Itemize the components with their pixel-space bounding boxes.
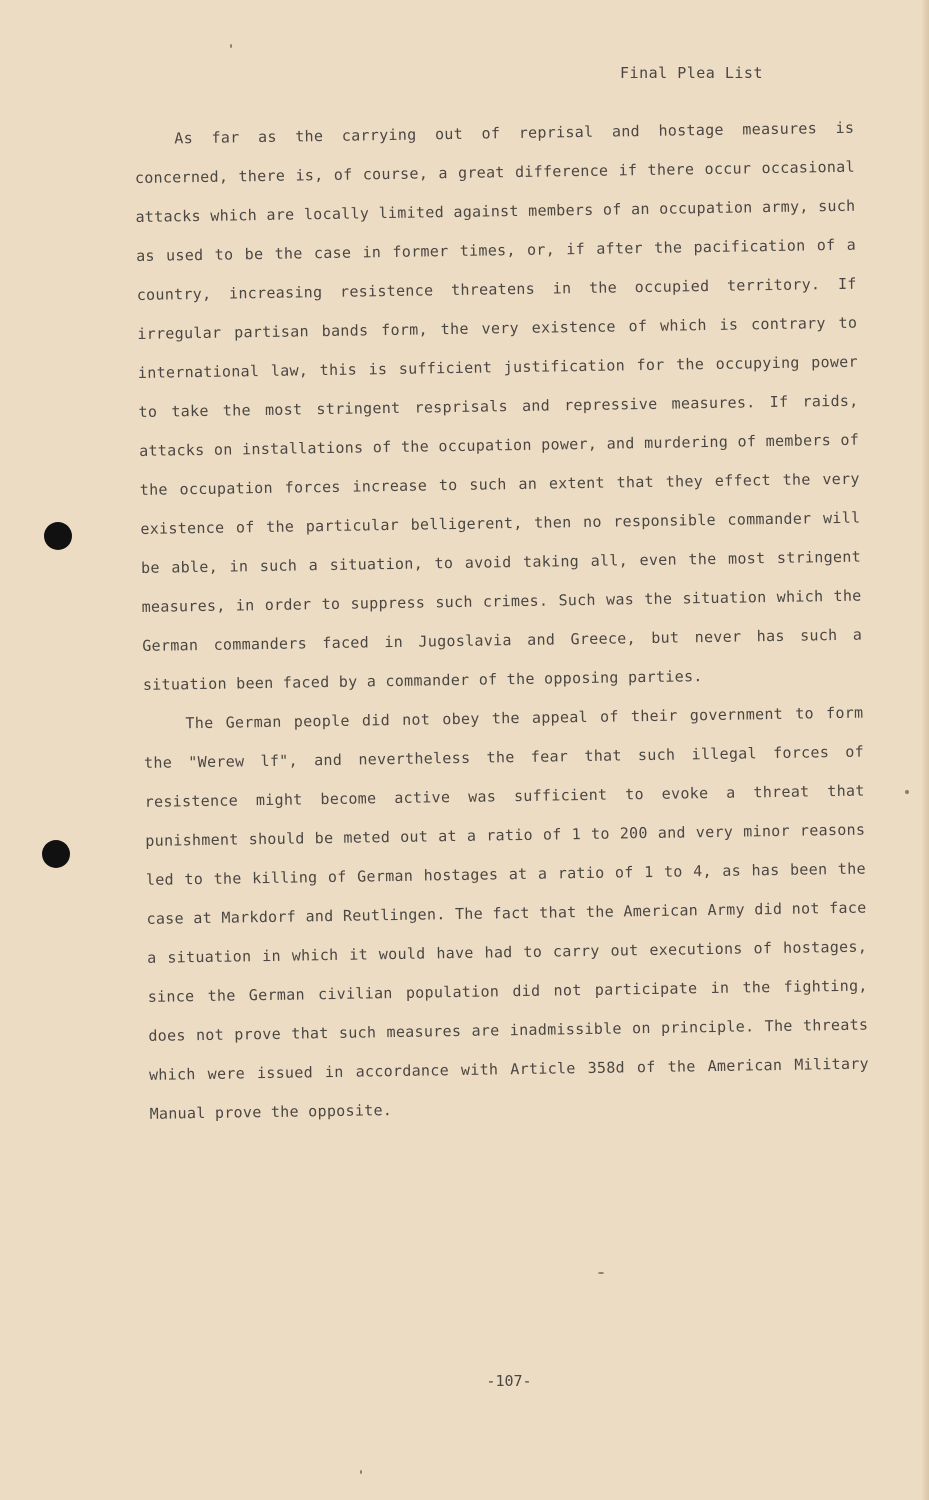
document-body [134, 109, 870, 1134]
page-number: -107- [486, 1372, 532, 1390]
paper-speck [598, 1272, 604, 1274]
punch-hole-top [44, 522, 72, 550]
paragraph-2: The German people did not obey the appeal of their government to form the "Werew lf", and nevertheless the fear that such illegal forces of resistence might become active was sufficient to evoke a threat that punishment should be meted out at a ratio of 1 to 200 and very minor reasons led to the killing of German hostages at a ratio of 1 to 4, as has been the case at Markdorf and Reutlingen. The fact that the American Army did not face a situation in which it would have had to carry out executions of hostages, since the German civilian population did not participate in the fighting, does not prove that such measures are inadmissible on principle. The threats which were issued in accordance with Article 358d of the American Military Manual prove the opposite. [143, 703, 870, 1123]
page-edge-shadow [921, 0, 929, 1500]
paragraph-1: As far as the carrying out of reprisal and hostage measures is concerned, there is, of course, a great difference if there occur occasional attacks which are locally limited against members of an occupation army, such as used to be the case in former times, or, if after the pacification of a country, increasing resistence threatens in the occupied territory. If irregular partisan bands form, the very existence of which is contrary to international law, this is sufficient justification for the occupying power to take the most stringent resprisals and repressive measures. If raids, attacks on installations of the occupation power, and murdering of members of the occupation forces increase to such an extent that they effect the very existence of the particular belligerent, then no responsible commander will be able, in such a situation, to avoid taking all, even the most stringent measures, in order to suppress such crimes. Such was the situation which the German commanders faced in Jugoslavia and Greece, but never has such a situation been faced by a commander of the opposing parties. [134, 118, 863, 694]
paper-speck [230, 44, 232, 48]
punch-hole-bottom [42, 840, 70, 868]
paper-speck [360, 1470, 362, 1474]
document-header: Final Plea List [620, 64, 763, 82]
paper-speck [905, 790, 909, 794]
